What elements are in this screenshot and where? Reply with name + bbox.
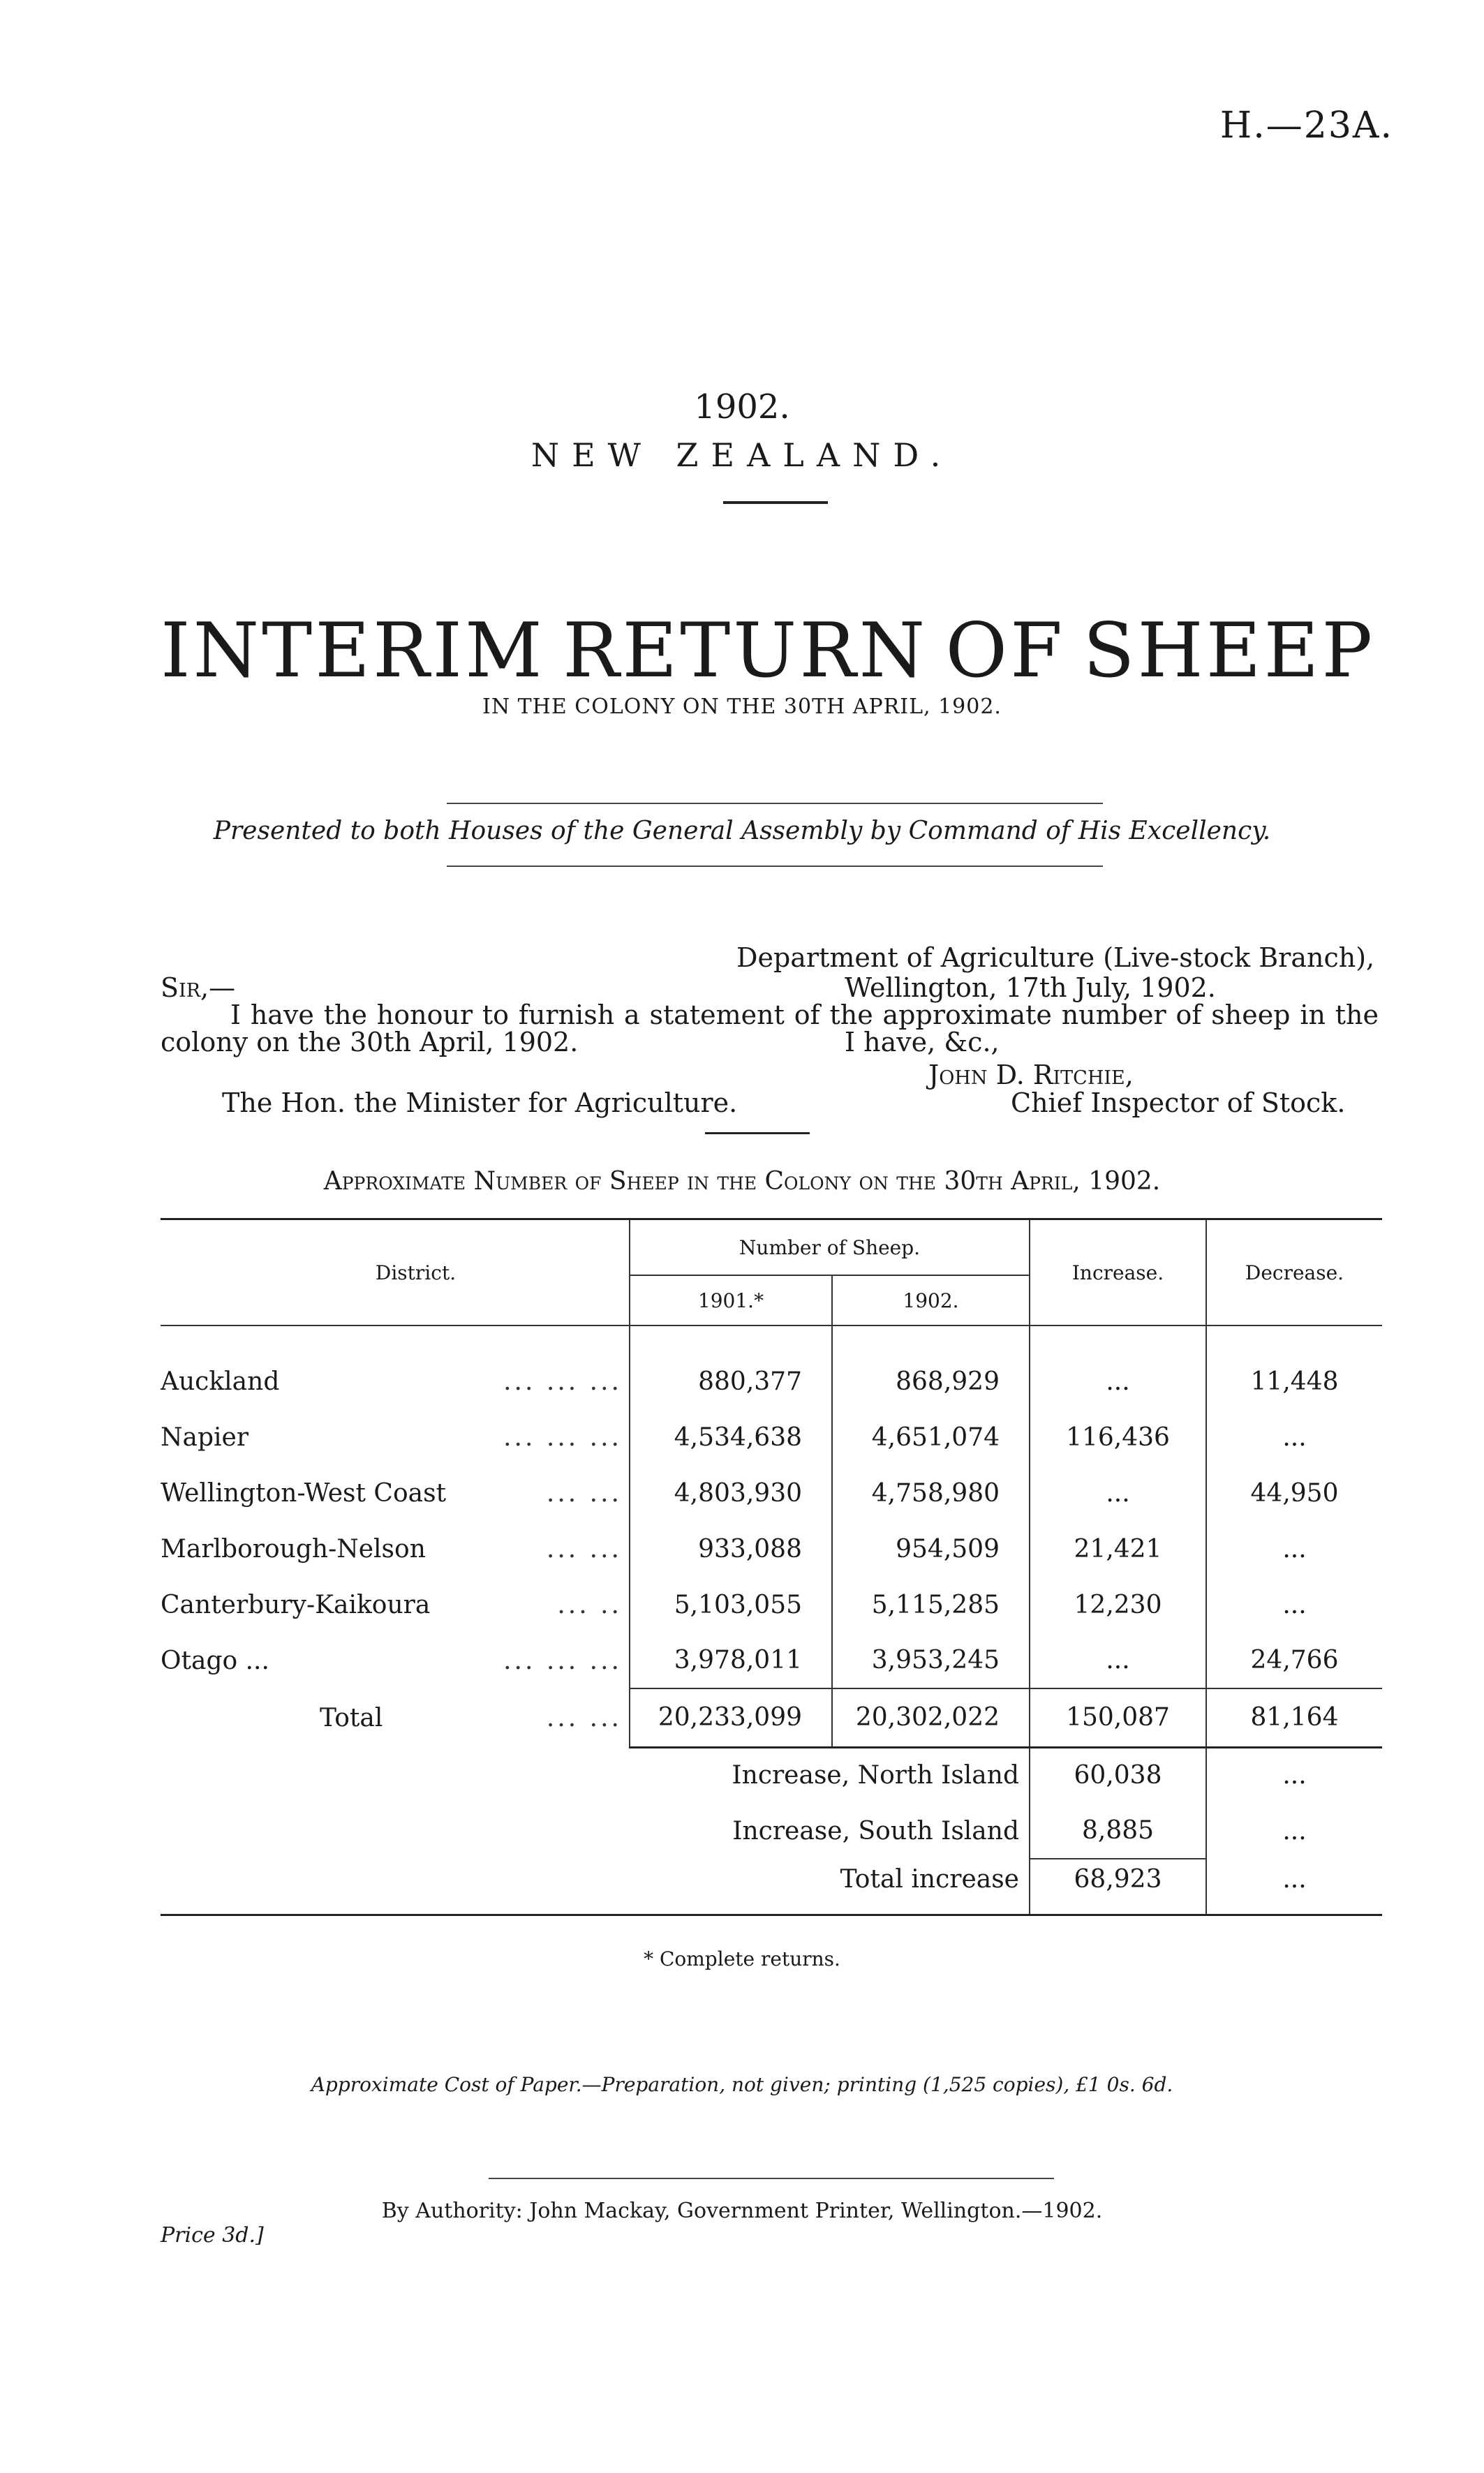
- increase-value: ...: [1030, 1465, 1206, 1521]
- summary-decrease: ...: [1206, 1803, 1382, 1859]
- leader-dots: ... ...: [546, 1703, 622, 1732]
- title-word-4: SHEEP: [1083, 607, 1375, 695]
- district-name: Marlborough-Nelson: [161, 1534, 426, 1564]
- letter-signatory-title: Chief Inspector of Stock.: [1011, 1087, 1346, 1118]
- letter-divider: [705, 1132, 810, 1134]
- heading-divider: [723, 501, 828, 504]
- header-number-of-sheep: Number of Sheep.: [630, 1219, 1030, 1276]
- leader-dots: ... ..: [557, 1590, 622, 1619]
- decrease-value: 44,950: [1206, 1465, 1382, 1521]
- table-caption: Approximate Number of Sheep in the Colony on the 30th April, 1902.: [323, 1167, 1161, 1196]
- total-decrease: 81,164: [1206, 1688, 1382, 1747]
- value-1902: 954,509: [832, 1521, 1030, 1577]
- value-1901: 3,978,011: [630, 1633, 832, 1688]
- letter-department: Department of Agriculture (Live-stock Branch),: [736, 942, 1375, 973]
- table-row: [161, 1409, 1382, 1465]
- summary-row: [161, 1803, 1382, 1859]
- district-name: Otago ...: [161, 1646, 269, 1675]
- value-1901: 4,534,638: [630, 1409, 832, 1465]
- presentation-rule-bottom: [447, 866, 1103, 867]
- value-1901: 933,088: [630, 1521, 832, 1577]
- total-row: [161, 1688, 1382, 1747]
- district-name: Canterbury-Kaikoura: [161, 1590, 431, 1619]
- letter-place-date: Wellington, 17th July, 1902.: [845, 972, 1216, 1003]
- district-cell: [161, 1409, 630, 1465]
- value-1902: 3,953,245: [832, 1633, 1030, 1688]
- value-1902: 5,115,285: [832, 1577, 1030, 1633]
- decrease-value: ...: [1206, 1577, 1382, 1633]
- increase-value: ...: [1030, 1633, 1206, 1688]
- decrease-value: 24,766: [1206, 1633, 1382, 1688]
- letter-signatory: John D. Ritchie,: [928, 1060, 1134, 1090]
- title-word-2: RETURN: [563, 607, 928, 695]
- value-1901: 5,103,055: [630, 1577, 832, 1633]
- header-1902: 1902.: [832, 1275, 1030, 1325]
- letter-body-line-1: I have the honour to furnish a statement of the approximate number of sheep in the: [230, 1000, 1379, 1030]
- table-row: [161, 1465, 1382, 1521]
- summary-decrease: ...: [1206, 1859, 1382, 1915]
- printer-authority: By Authority: John Mackay, Government Printer, Wellington.—1902.: [381, 2199, 1103, 2223]
- letter-closing: I have, &c.,: [845, 1027, 1000, 1057]
- title-word-3: OF: [945, 607, 1066, 695]
- country-heading: NEW ZEALAND.: [530, 436, 954, 474]
- footer-rule: [489, 2178, 1054, 2179]
- table-footnote: * Complete returns.: [644, 1947, 840, 1970]
- letter-body-line-2: colony on the 30th April, 1902.: [161, 1027, 579, 1057]
- summary-row: [161, 1859, 1382, 1915]
- district-cell: [161, 1577, 630, 1633]
- increase-value: 116,436: [1030, 1409, 1206, 1465]
- table-row: [161, 1353, 1382, 1409]
- summary-increase: 68,923: [1030, 1859, 1206, 1915]
- value-1902: 4,758,980: [832, 1465, 1030, 1521]
- year-heading: 1902.: [694, 387, 790, 426]
- district-name: Wellington-West Coast: [161, 1478, 447, 1508]
- summary-row: [161, 1747, 1382, 1803]
- summary-increase: 8,885: [1030, 1803, 1206, 1859]
- leader-dots: ... ... ...: [503, 1367, 622, 1396]
- cost-of-paper: Approximate Cost of Paper.—Preparation, not given; printing (1,525 copies), £1 0s. 6d.: [311, 2073, 1173, 2096]
- letter-salutation: Sir,—: [161, 972, 236, 1003]
- leader-dots: ... ...: [546, 1478, 622, 1508]
- value-1901: 4,803,930: [630, 1465, 832, 1521]
- header-1901: 1901.*: [630, 1275, 832, 1325]
- district-cell: [161, 1521, 630, 1577]
- value-1902: 4,651,074: [832, 1409, 1030, 1465]
- main-title: [161, 607, 1375, 695]
- sheep-table: [161, 1218, 1382, 1917]
- district-cell: [161, 1633, 630, 1688]
- summary-label: Total increase: [840, 1864, 1019, 1894]
- leader-dots: ... ... ...: [503, 1423, 622, 1452]
- title-word-1: INTERIM: [161, 607, 545, 695]
- letter-addressee: The Hon. the Minister for Agriculture.: [222, 1087, 738, 1118]
- table-row: [161, 1577, 1382, 1633]
- spacer-row: [161, 1325, 1382, 1353]
- summary-label: Increase, South Island: [732, 1816, 1019, 1846]
- total-label-cell: [161, 1688, 630, 1747]
- decrease-value: ...: [1206, 1521, 1382, 1577]
- header-row-1: [161, 1219, 1382, 1276]
- district-name: Napier: [161, 1423, 249, 1452]
- table-bottom-rule: [161, 1915, 1382, 1917]
- header-increase: Increase.: [1030, 1219, 1206, 1326]
- table-row: [161, 1521, 1382, 1577]
- leader-dots: ... ...: [546, 1534, 622, 1564]
- decrease-value: 11,448: [1206, 1353, 1382, 1409]
- decrease-value: ...: [1206, 1409, 1382, 1465]
- summary-label: Increase, North Island: [732, 1761, 1019, 1790]
- total-1902: 20,302,022: [832, 1688, 1030, 1747]
- document-number: H.—23A.: [1219, 105, 1393, 147]
- header-decrease: Decrease.: [1206, 1219, 1382, 1326]
- value-1902: 868,929: [832, 1353, 1030, 1409]
- increase-value: 12,230: [1030, 1577, 1206, 1633]
- header-district: District.: [161, 1219, 630, 1326]
- increase-value: ...: [1030, 1353, 1206, 1409]
- increase-value: 21,421: [1030, 1521, 1206, 1577]
- table-row: [161, 1633, 1382, 1688]
- summary-decrease: ...: [1206, 1747, 1382, 1803]
- total-label: Total: [320, 1703, 383, 1732]
- district-cell: [161, 1465, 630, 1521]
- district-name: Auckland: [161, 1367, 280, 1396]
- value-1901: 880,377: [630, 1353, 832, 1409]
- summary-increase: 60,038: [1030, 1747, 1206, 1803]
- price: Price 3d.]: [161, 2223, 264, 2248]
- total-1901: 20,233,099: [630, 1688, 832, 1747]
- subtitle: IN THE COLONY ON THE 30TH APRIL, 1902.: [482, 695, 1002, 719]
- presentation-note: Presented to both Houses of the General Assembly by Command of His Excellency.: [213, 817, 1271, 845]
- leader-dots: ... ... ...: [503, 1646, 622, 1675]
- total-increase: 150,087: [1030, 1688, 1206, 1747]
- presentation-rule-top: [447, 803, 1103, 804]
- district-cell: [161, 1353, 630, 1409]
